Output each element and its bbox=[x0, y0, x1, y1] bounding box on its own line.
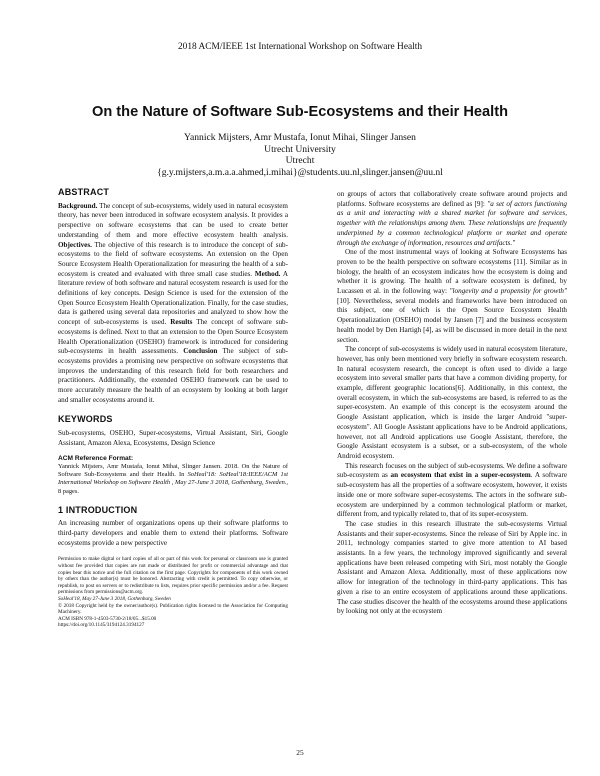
abstract-background-label: Background. bbox=[58, 201, 98, 210]
introduction-heading: 1 INTRODUCTION bbox=[58, 504, 138, 515]
paragraph-health bbox=[337, 248, 567, 345]
abstract-heading: ABSTRACT bbox=[58, 187, 110, 197]
abstract-objectives-label: Objectives. bbox=[58, 240, 92, 249]
footnote-permission: Permission to make digital or hard copies of all or part of this work for personal or classroom use is granted without fee provided that copies are not made or distributed for profit or commercial advantage and that copies bear this notice and the full citation on the first page. Copyrights for components of this work owned by others than the author(s) must be honored. Abstracting with credit is permitted. To copy otherwise, or republish, to post on servers or to redistribute to lists, requires prior specific permission and/or a fee. Request permissions from permissions@acm.org. bbox=[58, 556, 288, 596]
keywords-text: Sub-ecosystems, OSEHO, Super-ecosystems, Virtual Assistant, Siri, Google Assistant, Amazon Alexa, Ecosystems, Design Science bbox=[58, 429, 288, 447]
abstract-background-text: The concept of sub-ecosystems, widely used in natural ecosystem theory, has never been introduced in software ecosystem analysis. It provides a perspective on software ecosystems that can be used to create better understanding of them and more effective ecosystem health analysis. bbox=[58, 201, 288, 239]
author-emails: {g.y.mijsters,a.m.a.a.ahmed,i.mihai}@students.uu.nl,slinger.jansen@uu.nl bbox=[157, 166, 443, 178]
paragraph-definition-text: on groups of actors that collaboratively create software around projects and platforms. Software ecosystems are defined as [9]: bbox=[337, 190, 567, 208]
paper-title: On the Nature of Software Sub-Ecosystems and their Health bbox=[91, 104, 508, 120]
footnote-venue bbox=[58, 596, 288, 603]
paragraph-case-studies: The case studies in this research illustrate the sub-ecosystems Virtual Assistants and their super-ecosystems. Since the release of Siri by Apple inc. in 2011, technology companies started to give more attention to AI based assistants. In a few years, the technology improved significantly and several applications have been released competing with Siri, most notably the Google Assistant and Amazon Alexa. Additionally, most of these applications now allow for integration of the technology in third-party applications. This has given a rise to an entire ecosystem of applications around these applications. The case studies discover the health of the ecosystems around these applications by looking not only at the ecosystem bbox=[337, 519, 567, 616]
footnote-doi[interactable]: https://doi.org/10.1145/3194124.3194127 bbox=[58, 622, 145, 629]
abstract-objectives-text: The objective of this research is to introduce the concept of sub-ecosystems to the field of software ecosystems. An extension on the Open Source Ecosystem Health Operationalization for measuring the health of a sub-ecosystem is created and evaluated with three small case studies. bbox=[58, 240, 288, 278]
paragraph-definition-sub bbox=[337, 462, 567, 520]
paragraph-definition bbox=[337, 190, 567, 248]
keywords-heading: KEYWORDS bbox=[58, 414, 113, 425]
abstract-method-text: A literature review of both software and natural ecosystem research is used for the definitions of key concepts. Design Science is used for the extension of the Open Source Ecosystem Health Operationalization. Finally, for the case studies, data is gathered using several data repositories and analyzed to show how the concept of sub-ecosystems is used. bbox=[58, 269, 288, 327]
abstract-results-label: Results bbox=[170, 318, 193, 327]
acm-reference-part-a: Yannick Mijsters, Amr Mustafa, Ionut Mihai, Slinger Jansen. 2018. On the Nature of Software Sub-Ecosystems and their Health. In bbox=[58, 463, 288, 479]
paragraph-health-text-a: One of the most instrumental ways of looking at Software Ecosystems has proven to be the health perspective on software ecosystems [11]. Similar as in biology, the health of an ecosystem indicates how the ecosystem is doing and whether it is growing. The health of a software ecosystem is defined, by Lucassen et al. in the following way: bbox=[337, 248, 567, 296]
health-quote: "longevity and a propensity for growth" bbox=[449, 287, 567, 296]
acm-reference-venue: SoHeal'18: SoHeal'18:IEEE/ACM 1st International Workshop on Software Health , May 27-June 3 2018, Gothenburg, Sweden. bbox=[58, 471, 289, 487]
abstract-results-text: The concept of software sub-ecosystems is defined. Next to that an extension to the Open Source Ecosystem Health Operationalization (OSEHO) framework is introduced for considering sub-ecosystems in health assessments. bbox=[58, 318, 288, 356]
footnote-venue-text: SoHeal'18, May 27-June 3 2018, Gothenburg, Sweden bbox=[58, 596, 171, 603]
paragraph-health-text-b: [10]. Nevertheless, several models and frameworks have been introduced on this subject, one of which is the Open Source Ecosystem Health Operationalization (OSEHO) model by Jansen [7] and the business ecosystem health model by Den Hartigh [4], as will be discussed in more detail in the next section. bbox=[337, 296, 567, 344]
definition-quote: "a set of actors functioning as a unit and interacting with a shared market for software and services, together with the relationships among them. These relationships are frequently underpinned by a common technological platform or market and operate through the exchange of information, resources and artifacts." bbox=[337, 199, 567, 247]
running-head: 2018 ACM/IEEE 1st International Workshop on Software Health bbox=[177, 42, 423, 52]
author-block bbox=[0, 132, 600, 178]
paragraph-definition-sub-b: . A software sub-ecosystem has all the properties of a software ecosystem, however, it exists inside one or more software super-ecosystems. The actors in the software sub-ecosystem are underpinned by a common technological platform or market, different from, and typically related to, that of its super-ecosystem. bbox=[337, 471, 567, 519]
paragraph-sub-ecosystems: The concept of sub-ecosystems is widely used in natural ecosystem literature, however, has only been mentioned very briefly in software ecosystem research. In natural ecosystem research, the concept is often used to divide a large ecosystem into several smaller parts that have a common dividing property, for example, different geographic locations[6]. Additionally, in this context, the overall ecosystem, in which the sub-ecosystems are based, is referred to as the super-ecosystem. An example of this concept is the ecosystem around the Google Assistant application, which is inside the larger Android "super-ecosystem". All Google Assistant applications have to be Android applications, however, not all Android applications use Google Assistant, therefore, the Google Assistant ecosystem is a subset, or a sub-ecosystem, of the whole Android ecosystem. bbox=[337, 345, 567, 460]
abstract-text bbox=[58, 202, 288, 406]
author-city: Utrecht bbox=[285, 155, 315, 167]
acm-reference-text bbox=[58, 463, 288, 495]
abstract-method-label: Method. bbox=[254, 269, 281, 278]
permission-footnote bbox=[58, 556, 288, 629]
abstract-conclusion-label: Conclusion bbox=[183, 347, 218, 356]
paragraph-definition-sub-a: This research focuses on the subject of sub-ecosystems. We define a software sub-ecosystem as bbox=[337, 461, 567, 480]
left-column bbox=[58, 188, 288, 629]
introduction-text: An increasing number of organizations opens up their software platforms to third-party developers and enable them to extend their platforms. Software ecosystems provide a new perspective bbox=[58, 519, 288, 547]
page-number: 25 bbox=[296, 748, 304, 757]
author-affiliation: Utrecht University bbox=[264, 143, 336, 155]
right-column bbox=[337, 190, 567, 617]
author-names: Yannick Mijsters, Amr Mustafa, Ionut Mihai, Slinger Jansen bbox=[184, 132, 416, 143]
sub-ecosystem-definition-bold: an ecosystem that exist in a super-ecosystem bbox=[390, 471, 531, 480]
acm-reference-heading: ACM Reference Format: bbox=[58, 454, 134, 462]
footnote-copyright: © 2018 Copyright held by the owner/author(s). Publication rights licensed to the Association for Computing Machinery. bbox=[58, 602, 288, 616]
acm-reference-part-c: , 8 pages. bbox=[58, 479, 288, 495]
footnote-isbn: ACM ISBN 978-1-4503-5730-2/18/05...$15.00 bbox=[58, 615, 157, 622]
abstract-conclusion-text: The subject of sub-ecosystems provides a promising new perspective on software ecosystems that improves the understanding of this research field for both researchers and practitioners. Additionally, the extended OSEHO framework can be used to more accurately measure the health of an ecosystem by looking at both larger and smaller ecosystems around it. bbox=[58, 347, 288, 404]
